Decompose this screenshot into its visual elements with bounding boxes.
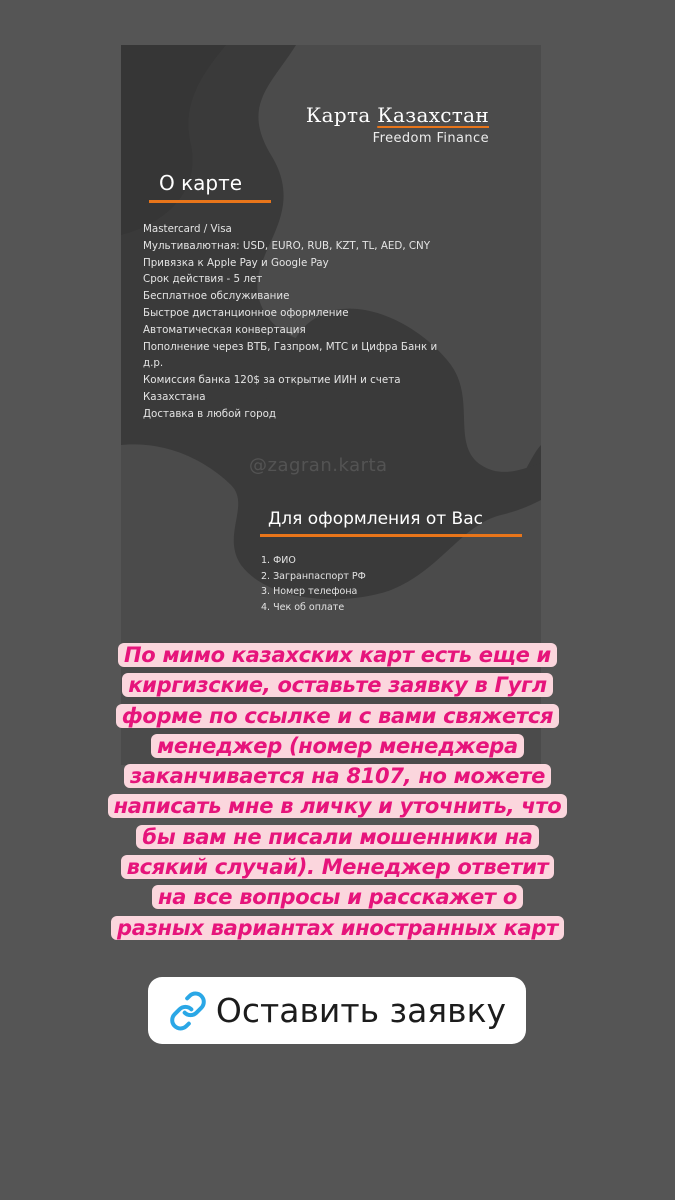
- list-item: Пополнение через ВТБ, Газпром, МТС и Цифра Банк и: [143, 340, 438, 353]
- list-item: Срок действия - 5 лет: [143, 273, 263, 286]
- list-item: Быстрое дистанционное оформление: [143, 306, 349, 319]
- list-item: Автоматическая конвертация: [143, 323, 306, 336]
- card-subtitle: Freedom Finance: [372, 131, 489, 146]
- caption-line: написать мне в личку и уточнить, что: [108, 794, 568, 818]
- link-icon: [168, 991, 208, 1031]
- list-item: Привязка к Apple Pay и Google Pay: [143, 256, 329, 269]
- list-item: Mastercard / Visa: [143, 223, 232, 235]
- card-header: [271, 103, 489, 146]
- caption-line: заканчивается на 8107, но можете: [124, 764, 551, 788]
- list-item: Мультивалютная: USD, EURO, RUB, KZT, TL, AED, CNY: [143, 239, 431, 252]
- caption-line: бы вам не писали мошенники на: [136, 825, 538, 849]
- apply-heading-underline: [260, 534, 522, 537]
- caption-line: разных вариантах иностранных карт: [111, 916, 564, 940]
- caption-line: киргизские, оставьте заявку в Гугл: [122, 673, 553, 697]
- list-item: 1. ФИО: [261, 555, 296, 566]
- list-item: 2. Загранпаспорт РФ: [261, 570, 366, 582]
- caption-line: на все вопросы и расскажет о: [152, 885, 523, 909]
- about-heading-text: О карте: [159, 171, 243, 195]
- about-heading: [143, 171, 271, 203]
- apply-heading-text: Для оформления от Вас: [268, 509, 483, 529]
- list-item: д.р.: [143, 357, 164, 370]
- caption-line: По мимо казахских карт есть еще и: [118, 643, 557, 667]
- watermark: @zagran.karta: [249, 455, 388, 476]
- list-item: 3. Номер телефона: [261, 586, 358, 598]
- list-item: Доставка в любой город: [143, 407, 277, 420]
- about-heading-underline: [149, 200, 271, 203]
- caption-line: всякий случай). Менеджер ответит: [121, 855, 555, 879]
- list-item: Комиссия банка 120$ за открытие ИИН и счета: [143, 374, 401, 387]
- list-item: Казахстана: [143, 390, 206, 403]
- card-title-accent: Казахстан: [377, 103, 489, 127]
- caption-line: менеджер (номер менеджера: [151, 734, 524, 758]
- list-item: Бесплатное обслуживание: [143, 290, 290, 303]
- link-sticker-label: Оставить заявку: [215, 991, 507, 1030]
- steps-list: [261, 553, 461, 615]
- list-item: 4. Чек об оплате: [261, 601, 345, 613]
- card-title: [271, 103, 489, 127]
- apply-heading: [260, 509, 522, 537]
- feature-list: [143, 221, 473, 423]
- card-title-main: Карта: [305, 103, 378, 127]
- caption-line: форме по ссылке и с вами свяжется: [116, 704, 559, 728]
- link-sticker-button[interactable]: [148, 977, 526, 1044]
- story-caption: [84, 640, 591, 943]
